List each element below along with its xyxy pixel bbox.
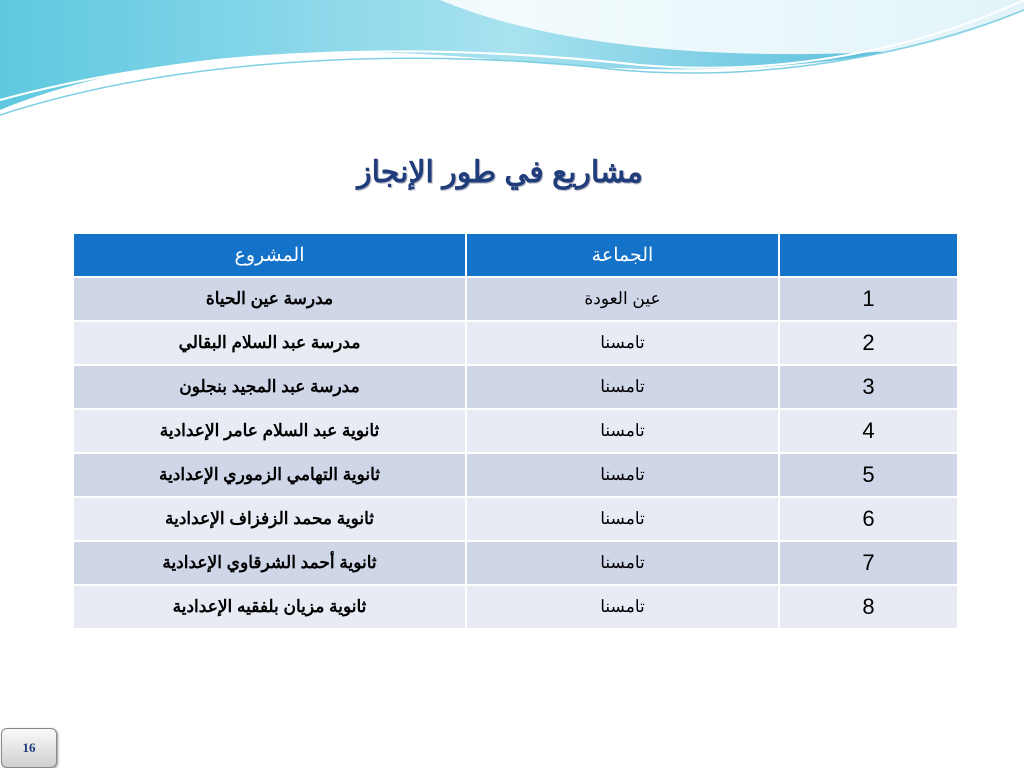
row-number: 3 [779, 365, 958, 409]
row-project: ثانوية محمد الزفزاف الإعدادية [73, 497, 466, 541]
row-project: ثانوية مزيان بلفقيه الإعدادية [73, 585, 466, 629]
row-commune: تامسنا [466, 541, 779, 585]
row-commune: تامسنا [466, 409, 779, 453]
row-number: 2 [779, 321, 958, 365]
row-number: 6 [779, 497, 958, 541]
projects-table [72, 232, 959, 630]
row-commune: تامسنا [466, 321, 779, 365]
table-row [73, 365, 958, 409]
row-project: ثانوية التهامي الزموري الإعدادية [73, 453, 466, 497]
table-row [73, 541, 958, 585]
table-row [73, 321, 958, 365]
table-row [73, 277, 958, 321]
table-row [73, 585, 958, 629]
row-commune: عين العودة [466, 277, 779, 321]
row-number: 7 [779, 541, 958, 585]
header-number [779, 233, 958, 277]
row-commune: تامسنا [466, 453, 779, 497]
row-project: ثانوية عبد السلام عامر الإعدادية [73, 409, 466, 453]
row-commune: تامسنا [466, 585, 779, 629]
row-number: 5 [779, 453, 958, 497]
table-row [73, 497, 958, 541]
table-row [73, 409, 958, 453]
row-project: مدرسة عبد المجيد بنجلون [73, 365, 466, 409]
row-number: 1 [779, 277, 958, 321]
row-project: مدرسة عبد السلام البقالي [73, 321, 466, 365]
row-number: 8 [779, 585, 958, 629]
header-project: المشروع [73, 233, 466, 277]
row-number: 4 [779, 409, 958, 453]
row-project: ثانوية أحمد الشرقاوي الإعدادية [73, 541, 466, 585]
page-number: 16 [1, 728, 57, 768]
row-project: مدرسة عين الحياة [73, 277, 466, 321]
header-commune: الجماعة [466, 233, 779, 277]
slide-title: مشاريع في طور الإنجاز [357, 156, 643, 189]
table-header-row [73, 233, 958, 277]
row-commune: تامسنا [466, 365, 779, 409]
header-wave-decoration [0, 0, 1024, 120]
table-row [73, 453, 958, 497]
row-commune: تامسنا [466, 497, 779, 541]
